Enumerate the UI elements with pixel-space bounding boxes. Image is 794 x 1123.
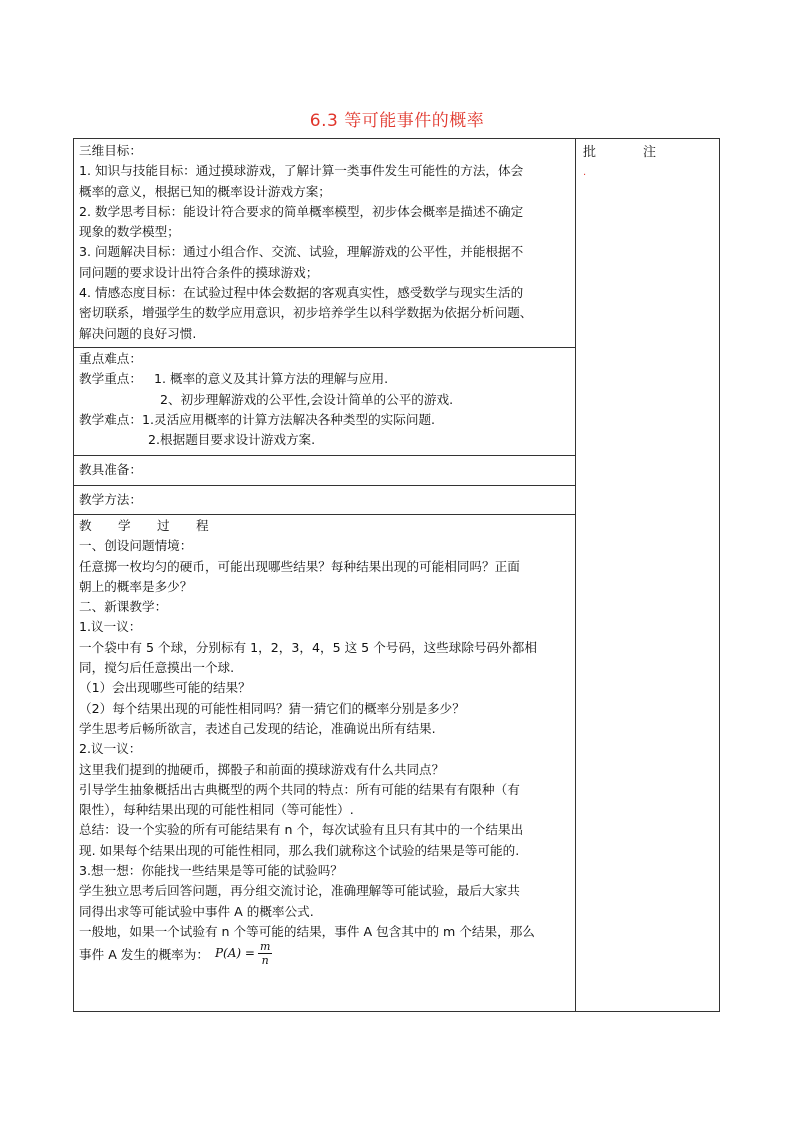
probability-formula (215, 940, 272, 967)
process-line: 同，搅匀后任意摸出一个球. (79, 660, 235, 676)
objectives-section (79, 141, 571, 344)
objective-line: 1. 知识与技能目标：通过摸球游戏，了解计算一类事件发生可能性的方法，体会 (79, 163, 524, 179)
formula-lhs: P(A) = (214, 946, 255, 961)
formula-fraction (258, 940, 272, 967)
process-line: 学生思考后畅所欲言，表述自己发现的结论，准确说出所有结果. (79, 720, 436, 736)
annotation-header: 批 注 (583, 145, 674, 160)
process-line: 任意掷一枚均匀的硬币，可能出现哪些结果？每种结果出现的可能相同吗？正面 (79, 558, 520, 574)
formula-intro: 事件 A 发生的概率为： (79, 947, 209, 963)
row-divider (74, 514, 575, 515)
formula-numerator: m (259, 940, 271, 954)
annotation-mark: . (583, 167, 587, 178)
difficulty-row (79, 410, 571, 430)
difficulty-item: 2.根据题目要求设计游戏方案. (148, 432, 316, 448)
process-line: 一、创设问题情境： (79, 538, 193, 554)
process-line: 1.议一议： (79, 619, 142, 635)
objective-line: 概率的意义，根据已知的概率设计游戏方案； (79, 183, 331, 199)
process-line: 引导学生抽象概括出古典概型的两个共同的特点：所有可能的结果有有限种（有 (79, 781, 520, 797)
objective-line: 2. 数学思考目标：能设计符合要求的简单概率模型，初步体会概率是描述不确定 (79, 203, 524, 219)
process-line: 二、新课教学： (79, 599, 168, 615)
objective-line: 密切联系，增强学生的数学应用意识，初步培养学生以科学数据为依据分析问题、 (79, 305, 533, 321)
process-line: （2）每个结果出现的可能性相同吗？猜一猜它们的概率分别是多少？ (79, 700, 465, 716)
process-line: 一般地，如果一个试验有 n 个等可能的结果，事件 A 包含其中的 m 个结果，那么 (79, 923, 535, 939)
process-line: 学生独立思考后回答问题，再分组交流讨论，准确理解等可能试验，最后大家共 (79, 883, 520, 899)
annotation-column (583, 143, 673, 163)
process-line: 同得出求等可能试验中事件 A 的概率公式. (79, 903, 314, 919)
process-line: （1）会出现哪些可能的结果？ (79, 680, 251, 696)
key-points-section (79, 349, 571, 450)
difficulty-label: 教学难点： (79, 411, 142, 427)
process-line: 这里我们提到的抛硬币，掷骰子和前面的摸球游戏有什么共同点？ (79, 761, 445, 777)
row-divider (74, 347, 575, 348)
row-divider (74, 455, 575, 456)
objective-line: 解决问题的良好习惯. (79, 325, 197, 341)
key-points-heading: 重点难点： (79, 351, 142, 366)
objective-line: 现象的数学模型； (79, 224, 180, 240)
tools-section (79, 460, 571, 480)
process-line: 限性），每种结果出现的可能性相同（等可能性）. (79, 802, 354, 818)
column-divider (575, 139, 576, 1011)
process-section (79, 516, 571, 969)
process-line: 现. 如果每个结果出现的可能性相同，那么我们就称这个试验的结果是等可能的. (79, 842, 520, 858)
formula-denominator: n (261, 954, 269, 968)
method-section (79, 490, 571, 510)
process-line: 一个袋中有 5 个球，分别标有 1，2，3，4，5 这 5 个号码，这些球除号码外都相 (79, 639, 537, 655)
focus-item: 1. 概率的意义及其计算方法的理解与应用. (153, 371, 389, 387)
process-line: 朝上的概率是多少？ (79, 578, 193, 594)
row-divider (74, 485, 575, 486)
process-line: 总结：设一个实验的所有可能结果有 n 个，每次试验有且只有其中的一个结果出 (79, 822, 524, 838)
page-title: 6.3 等可能事件的概率 (309, 111, 485, 131)
process-heading: 教 学 过 程 (79, 518, 209, 533)
focus-item: 2、初步理解游戏的公平性,会设计简单的公平的游戏. (160, 391, 454, 407)
focus-label: 教学重点： (79, 371, 142, 387)
objective-line: 4. 情感态度目标：在试验过程中体会数据的客观真实性，感受数学与现实生活的 (79, 285, 524, 301)
process-line: 3.想一想：你能找一些结果是等可能的试验吗？ (79, 863, 343, 879)
method-heading: 教学方法： (79, 492, 142, 507)
tools-heading: 教具准备： (79, 462, 142, 477)
process-line: 2.议一议： (79, 741, 142, 757)
focus-row (79, 369, 571, 389)
objective-line: 3. 问题解决目标：通过小组合作、交流、试验，理解游戏的公平性，并能根据不 (79, 244, 524, 260)
objective-line: 同问题的要求设计出符合条件的摸球游戏； (79, 264, 319, 280)
objectives-heading: 三维目标： (79, 143, 142, 158)
difficulty-item: 1.灵活应用概率的计算方法解决各种类型的实际问题. (141, 411, 436, 427)
formula-line (79, 942, 571, 969)
lesson-plan-table (73, 138, 720, 1012)
